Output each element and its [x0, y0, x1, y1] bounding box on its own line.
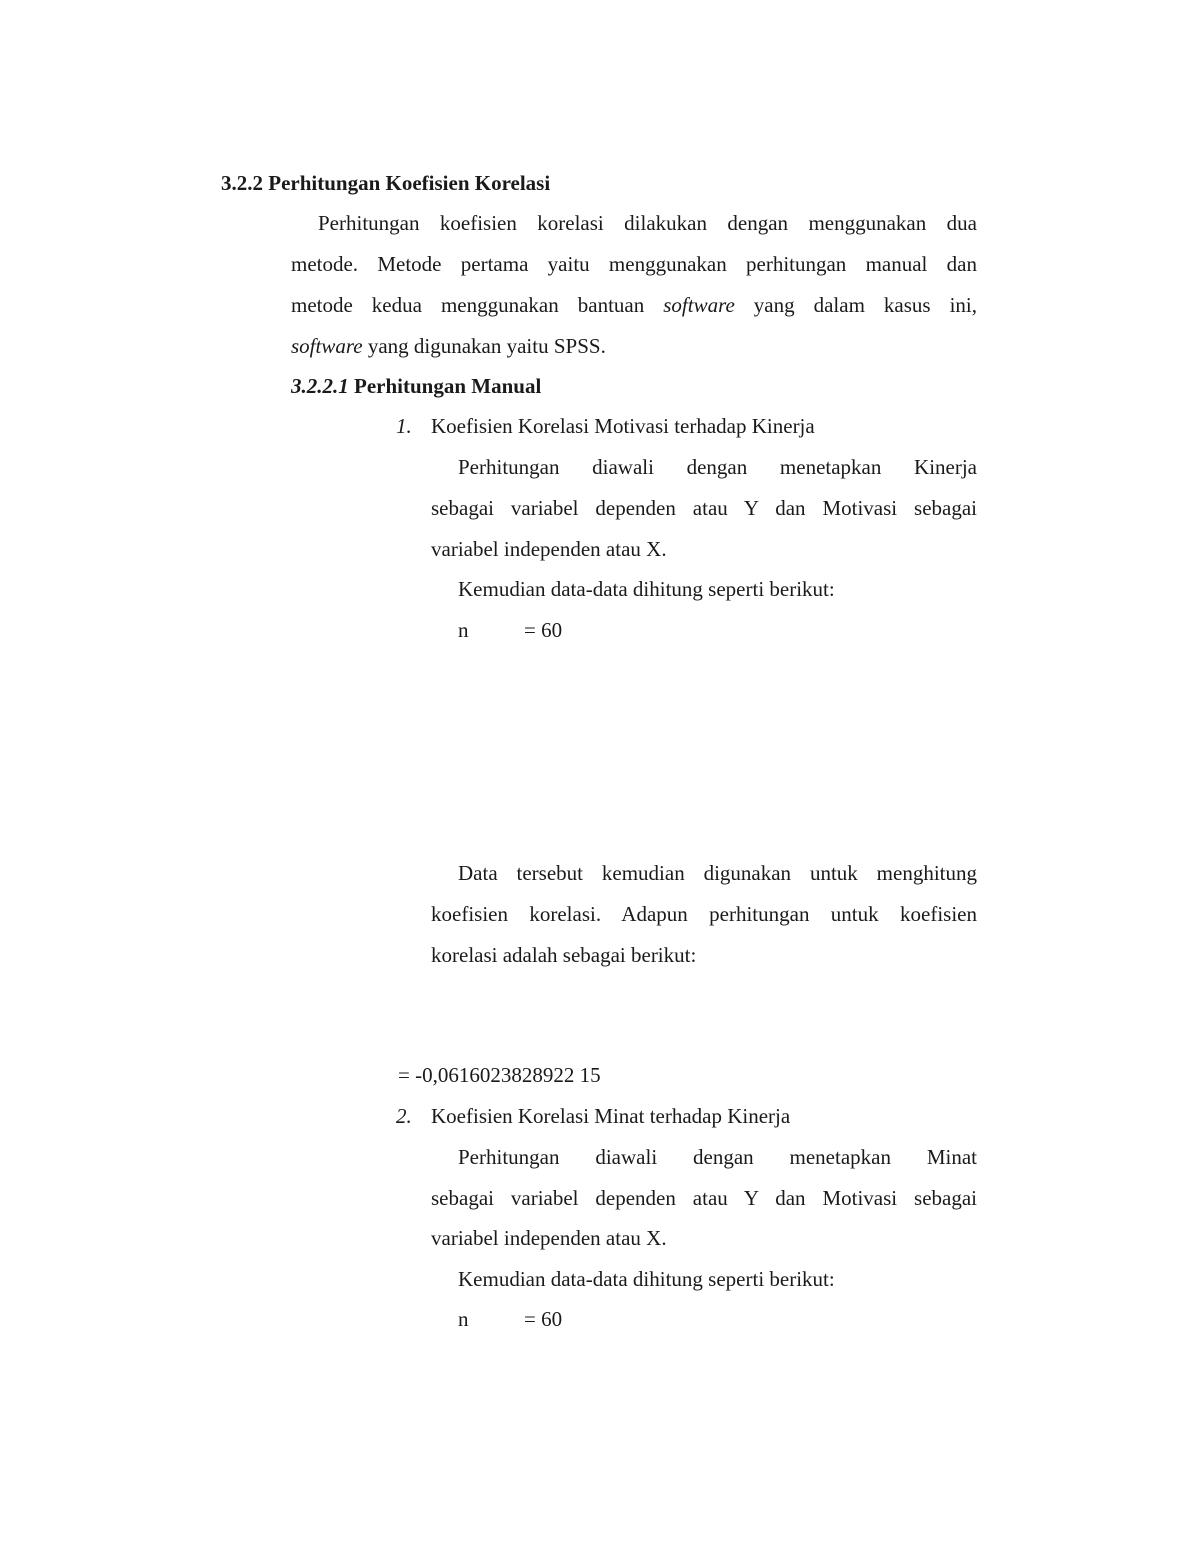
item-1-p2: Kemudian data-data dihitung seperti berikut:	[458, 577, 835, 601]
item-2-n-row	[458, 1304, 562, 1334]
list-item-1-number: 1.	[396, 414, 412, 438]
intro-line-2: metode. Metode pertama yaitu menggunakan perhitungan manual dan	[291, 252, 977, 276]
intro-emphasis-software-2: software	[291, 334, 363, 358]
item-2-n-value: = 60	[524, 1307, 563, 1331]
item-2-n-label: n	[458, 1307, 469, 1331]
section-heading: 3.2.2 Perhitungan Koefisien Korelasi	[221, 171, 551, 195]
intro-line-4-post: yang digunakan yaitu SPSS.	[367, 334, 606, 358]
subsection-number: 3.2.2.1	[291, 374, 349, 398]
list-item-1-title	[396, 411, 815, 441]
item-2-p1-line-3: variabel independen atau X.	[431, 1226, 667, 1250]
item-1-result: = -0,0616023828922 15	[398, 1063, 601, 1087]
item-2-p1-line-2: sebagai variabel dependen atau Y dan Motivasi sebagai	[431, 1186, 977, 1210]
item-1-p3-line-2: koefisien korelasi. Adapun perhitungan untuk koefisien	[431, 902, 977, 926]
intro-emphasis-software: software	[663, 293, 735, 317]
item-2-p1-line-1: Perhitungan diawali dengan menetapkan Minat	[458, 1145, 977, 1169]
subsection-heading	[291, 371, 541, 401]
item-2-p2: Kemudian data-data dihitung seperti berikut:	[458, 1267, 835, 1291]
item-1-n-label: n	[458, 618, 469, 642]
item-1-n-value: = 60	[524, 618, 563, 642]
subsection-title: Perhitungan Manual	[354, 374, 542, 398]
item-1-p1-line-2: sebagai variabel dependen atau Y dan Motivasi sebagai	[431, 496, 977, 520]
item-1-p3-line-1: Data tersebut kemudian digunakan untuk menghitung	[458, 861, 977, 885]
intro-line-4	[291, 331, 606, 361]
intro-line-3-post: yang dalam kasus ini,	[753, 293, 978, 317]
item-1-n-row	[458, 615, 562, 645]
intro-line-1: Perhitungan koefisien korelasi dilakukan dengan menggunakan dua	[318, 211, 977, 235]
item-1-p1-line-3: variabel independen atau X.	[431, 537, 667, 561]
list-item-1-title-text: Koefisien Korelasi Motivasi terhadap Kinerja	[431, 414, 815, 438]
list-item-2-number: 2.	[396, 1104, 412, 1128]
list-item-2-title-text: Koefisien Korelasi Minat terhadap Kinerja	[431, 1104, 791, 1128]
intro-line-3-pre: metode kedua menggunakan bantuan	[291, 293, 645, 317]
list-item-2-title	[396, 1101, 790, 1131]
item-1-p3-line-3: korelasi adalah sebagai berikut:	[431, 943, 697, 967]
item-1-p1-line-1: Perhitungan diawali dengan menetapkan Kinerja	[458, 455, 977, 479]
intro-line-3	[291, 290, 977, 320]
